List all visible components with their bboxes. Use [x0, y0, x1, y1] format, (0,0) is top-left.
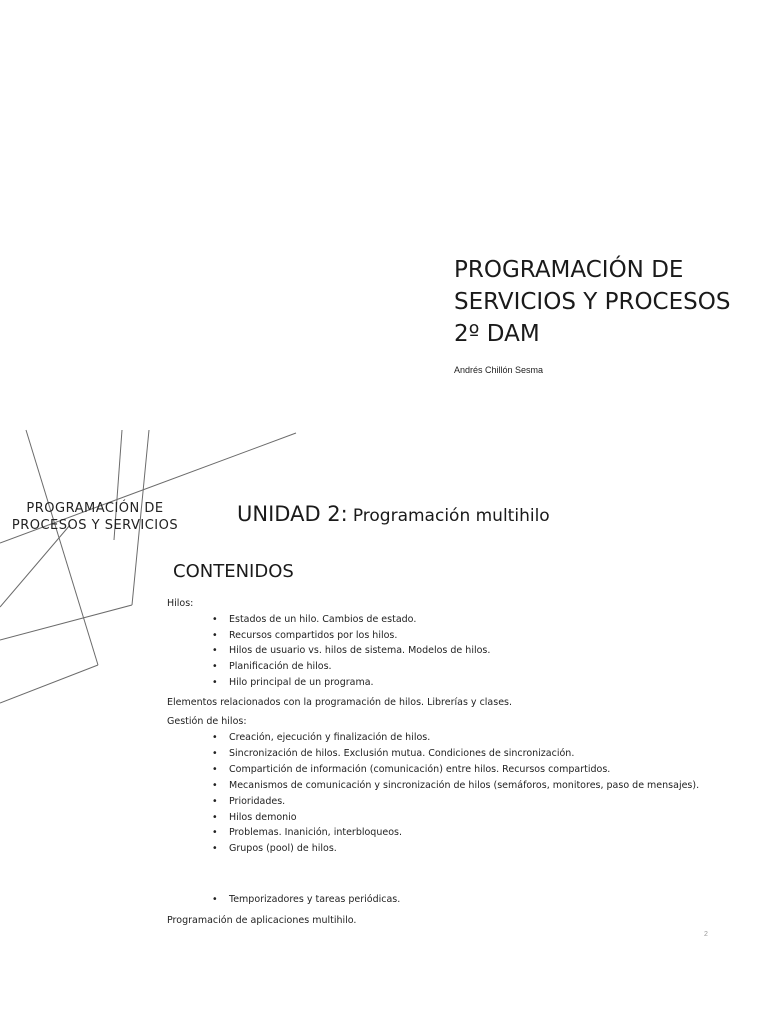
list-item-text: Hilos de usuario vs. hilos de sistema. Modelos de hilos. — [229, 645, 491, 656]
page-number: 2 — [704, 931, 708, 938]
decor-line-6 — [0, 665, 98, 703]
bullet-icon: • — [212, 748, 218, 759]
bullet-icon: • — [212, 661, 218, 672]
bullet-icon: • — [212, 764, 218, 775]
bullet-icon: • — [212, 894, 218, 905]
list-item — [212, 630, 397, 641]
list-item — [212, 661, 332, 672]
list-item-text: Creación, ejecución y finalización de hilos. — [229, 732, 431, 743]
list-item-text: Grupos (pool) de hilos. — [229, 843, 337, 854]
list-item-text: Hilos demonio — [229, 812, 297, 823]
side-title — [0, 500, 190, 534]
list-item — [212, 796, 285, 807]
document-title — [454, 254, 764, 350]
list-item-text: Compartición de información (comunicación) entre hilos. Recursos compartidos. — [229, 764, 611, 775]
list-item-text: Temporizadores y tareas periódicas. — [229, 894, 401, 905]
title-line-1: PROGRAMACIÓN DE — [454, 257, 684, 283]
contents-heading: CONTENIDOS — [173, 561, 294, 582]
list-item — [212, 732, 430, 743]
list-item-text: Prioridades. — [229, 796, 286, 807]
bullet-icon: • — [212, 630, 218, 641]
side-title-line-2: PROCESOS Y SERVICIOS — [11, 518, 179, 533]
author-name: Andrés Chillón Sesma — [454, 365, 544, 375]
list-item-text: Problemas. Inanición, interbloqueos. — [229, 827, 402, 838]
list-item-text: Recursos compartidos por los hilos. — [229, 630, 398, 641]
list-item — [212, 827, 402, 838]
list-item — [212, 748, 574, 759]
unit-name: Programación multihilo — [352, 506, 550, 526]
bullet-icon: • — [212, 843, 218, 854]
unit-heading — [237, 502, 550, 526]
bullet-icon: • — [212, 780, 218, 791]
section-hilos-heading: Hilos: — [167, 598, 194, 609]
section-gestion-heading: Gestión de hilos: — [167, 716, 247, 727]
bullet-icon: • — [212, 732, 218, 743]
decor-line-5 — [0, 605, 132, 640]
title-line-2: SERVICIOS Y PROCESOS — [454, 289, 731, 315]
decor-line-7 — [0, 525, 70, 607]
list-item-text: Planificación de hilos. — [229, 661, 332, 672]
list-item-text: Estados de un hilo. Cambios de estado. — [229, 614, 417, 625]
title-line-3: 2º DAM — [454, 321, 540, 347]
bullet-icon: • — [212, 614, 218, 625]
side-title-line-1: PROGRAMACIÓN DE — [26, 501, 164, 516]
list-item — [212, 812, 297, 823]
list-item-text: Sincronización de hilos. Exclusión mutua. Condiciones de sincronización. — [229, 748, 575, 759]
bullet-icon: • — [212, 796, 218, 807]
unit-label: UNIDAD 2: — [237, 502, 348, 526]
list-item — [212, 843, 337, 854]
list-item — [212, 645, 490, 656]
list-item-text: Mecanismos de comunicación y sincronización de hilos (semáforos, monitores, paso de mensajes). — [229, 780, 700, 791]
list-item — [212, 780, 699, 791]
bullet-icon: • — [212, 645, 218, 656]
list-item — [212, 764, 610, 775]
bullet-icon: • — [212, 677, 218, 688]
list-item — [212, 677, 374, 688]
list-item — [212, 614, 416, 625]
bullet-icon: • — [212, 812, 218, 823]
list-item — [212, 894, 400, 905]
bullet-icon: • — [212, 827, 218, 838]
section-aplicaciones-line: Programación de aplicaciones multihilo. — [167, 915, 357, 926]
section-elementos-line: Elementos relacionados con la programación de hilos. Librerías y clases. — [167, 697, 513, 708]
list-item-text: Hilo principal de un programa. — [229, 677, 374, 688]
